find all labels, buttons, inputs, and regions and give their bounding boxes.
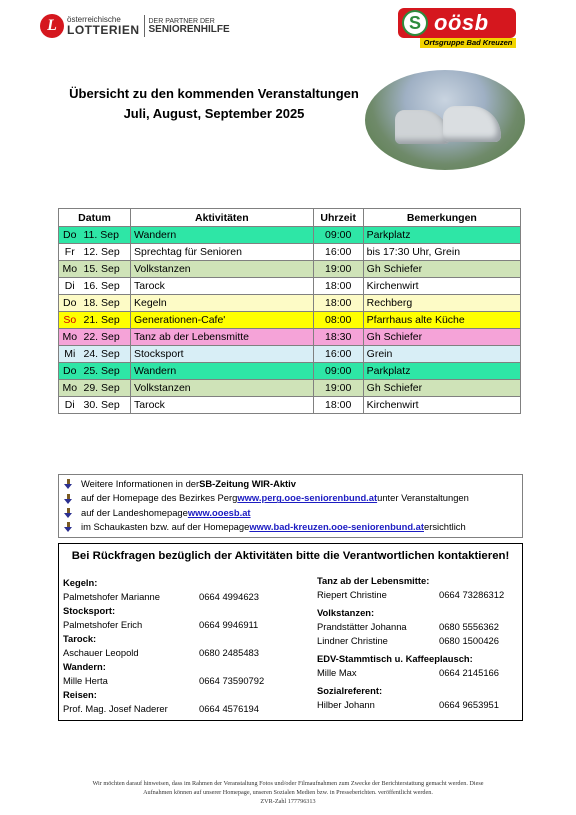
contact-category: Volkstanzen: bbox=[317, 607, 375, 618]
contact-phone: 0664 4994623 bbox=[199, 591, 259, 602]
contact-phone: 0680 2485483 bbox=[199, 647, 259, 658]
info-bold: SB-Zeitung WIR-Aktiv bbox=[199, 478, 296, 489]
contact-group bbox=[63, 604, 293, 632]
event-date: 30. Sep bbox=[81, 397, 131, 414]
table-row bbox=[59, 227, 521, 244]
arrow-down-icon bbox=[63, 494, 75, 504]
event-time: 08:00 bbox=[313, 312, 363, 329]
contact-person bbox=[317, 588, 522, 602]
logo-text: SENIORENHILFE bbox=[148, 23, 230, 35]
contact-category: Reisen: bbox=[63, 689, 97, 700]
event-activity: Stocksport bbox=[131, 346, 314, 363]
event-day: Do bbox=[59, 227, 81, 244]
contacts-box bbox=[58, 543, 523, 721]
contact-phone: 0680 5556362 bbox=[439, 621, 499, 632]
table-row bbox=[59, 397, 521, 414]
event-date: 12. Sep bbox=[81, 244, 131, 261]
info-text: im Schaukasten bzw. auf der Homepage bbox=[81, 521, 250, 533]
table-row bbox=[59, 261, 521, 278]
contact-group bbox=[63, 632, 293, 660]
event-day: Di bbox=[59, 278, 81, 295]
logo-text: oösb bbox=[434, 10, 489, 35]
event-day: So bbox=[59, 312, 81, 329]
arrow-down-icon bbox=[63, 522, 75, 532]
info-text: auf der Homepage des Bezirkes Perg bbox=[81, 492, 238, 504]
contact-phone: 0664 4576194 bbox=[199, 703, 259, 714]
event-activity: Volkstanzen bbox=[131, 261, 314, 278]
event-time: 19:00 bbox=[313, 261, 363, 278]
bad-kreuzen-homepage-link[interactable]: www.bad-kreuzen.ooe-seniorenbund.at bbox=[249, 521, 424, 533]
column-header: Aktivitäten bbox=[131, 209, 314, 227]
contact-category: Tanz ab der Lebensmitte: bbox=[317, 575, 430, 586]
event-remark: Kirchenwirt bbox=[363, 397, 520, 414]
title-line: Übersicht zu den kommenden Veranstaltungen bbox=[69, 86, 359, 101]
column-header: Uhrzeit bbox=[313, 209, 363, 227]
footer-line: Wir möchten darauf hinweisen, dass im Rahmen der Veranstaltung Fotos und/oder Filmaufnahmen zum Zwecke der Berichterstattung gemacht werden. Diese bbox=[92, 780, 484, 787]
event-time: 18:30 bbox=[313, 329, 363, 346]
contact-category: EDV-Stammtisch u. Kaffeeplausch: bbox=[317, 653, 473, 664]
event-day: Mo bbox=[59, 261, 81, 278]
contact-category: Tarock: bbox=[63, 633, 97, 644]
contact-name: Prof. Mag. Josef Naderer bbox=[63, 703, 168, 714]
contact-person bbox=[317, 698, 522, 712]
contact-person bbox=[63, 590, 293, 604]
perg-homepage-link[interactable]: www.perg.ooe-seniorenbund.at bbox=[237, 492, 378, 504]
event-remark: Kirchenwirt bbox=[363, 278, 520, 295]
logo-divider bbox=[144, 15, 145, 37]
event-day: Mi bbox=[59, 346, 81, 363]
table-row bbox=[59, 380, 521, 397]
contacts-right-column bbox=[317, 574, 522, 716]
event-day: Do bbox=[59, 295, 81, 312]
shoe-image bbox=[443, 106, 501, 142]
shoes-photo bbox=[365, 70, 525, 170]
contact-person bbox=[63, 702, 293, 716]
info-text: Weitere Informationen in der bbox=[81, 478, 200, 489]
info-line bbox=[63, 506, 518, 520]
event-time: 16:00 bbox=[313, 346, 363, 363]
contact-name: Mille Max bbox=[317, 667, 357, 678]
event-remark: Pfarrhaus alte Küche bbox=[363, 312, 520, 329]
contact-name: Hilber Johann bbox=[317, 699, 375, 710]
event-date: 24. Sep bbox=[81, 346, 131, 363]
info-line bbox=[63, 520, 518, 534]
logo-text: DER PARTNER DER bbox=[148, 17, 215, 25]
title-line: Juli, August, September 2025 bbox=[123, 106, 305, 121]
event-date: 16. Sep bbox=[81, 278, 131, 295]
event-remark: Gh Schiefer bbox=[363, 261, 520, 278]
event-time: 19:00 bbox=[313, 380, 363, 397]
table-row bbox=[59, 278, 521, 295]
table-row bbox=[59, 244, 521, 261]
footer-line: ZVR-Zahl 177796313 bbox=[260, 798, 316, 805]
contact-phone: 0664 2145166 bbox=[439, 667, 499, 678]
event-activity: Kegeln bbox=[131, 295, 314, 312]
oesb-s-icon: S bbox=[402, 10, 428, 36]
contact-name: Mille Herta bbox=[63, 675, 108, 686]
event-remark: Gh Schiefer bbox=[363, 329, 520, 346]
event-date: 21. Sep bbox=[81, 312, 131, 329]
logo-text: LOTTERIEN bbox=[67, 23, 140, 37]
oesb-logo bbox=[398, 8, 516, 48]
contact-person bbox=[63, 646, 293, 660]
contact-group bbox=[63, 688, 293, 716]
info-box bbox=[58, 474, 523, 538]
event-remark: Gh Schiefer bbox=[363, 380, 520, 397]
contact-name: Aschauer Leopold bbox=[63, 647, 139, 658]
event-remark: Parkplatz bbox=[363, 227, 520, 244]
event-day: Di bbox=[59, 397, 81, 414]
event-date: 29. Sep bbox=[81, 380, 131, 397]
table-header-row bbox=[59, 209, 521, 227]
shoe-image bbox=[395, 110, 450, 144]
event-day: Do bbox=[59, 363, 81, 380]
info-line bbox=[63, 477, 518, 491]
event-remark: Grein bbox=[363, 346, 520, 363]
logo-subtitle: Ortsgruppe Bad Kreuzen bbox=[420, 38, 516, 48]
event-time: 18:00 bbox=[313, 295, 363, 312]
event-activity: Tarock bbox=[131, 397, 314, 414]
event-activity: Wandern bbox=[131, 227, 314, 244]
contact-group bbox=[317, 652, 522, 680]
table-row bbox=[59, 295, 521, 312]
contact-phone: 0664 9946911 bbox=[199, 619, 259, 630]
contact-group bbox=[63, 660, 293, 688]
logo-text: österreichische bbox=[67, 15, 121, 24]
page-title bbox=[54, 84, 374, 124]
contact-person bbox=[63, 674, 293, 688]
event-date: 22. Sep bbox=[81, 329, 131, 346]
info-text: ersichtlich bbox=[424, 521, 466, 533]
event-activity: Tanz ab der Lebensmitte bbox=[131, 329, 314, 346]
contact-person bbox=[317, 666, 522, 680]
contact-phone: 0664 73590792 bbox=[199, 675, 265, 686]
event-date: 25. Sep bbox=[81, 363, 131, 380]
ooesb-homepage-link[interactable]: www.ooesb.at bbox=[187, 506, 251, 518]
event-date: 18. Sep bbox=[81, 295, 131, 312]
contact-category: Sozialreferent: bbox=[317, 685, 383, 696]
arrow-down-icon bbox=[63, 479, 75, 489]
contact-name: Palmetshofer Erich bbox=[63, 619, 143, 630]
table-row bbox=[59, 329, 521, 346]
contact-name: Riepert Christine bbox=[317, 589, 387, 600]
contact-person bbox=[317, 620, 522, 634]
table-row bbox=[59, 346, 521, 363]
lotterien-badge-icon: L bbox=[40, 14, 64, 38]
event-remark: Parkplatz bbox=[363, 363, 520, 380]
contact-category: Kegeln: bbox=[63, 577, 98, 588]
contact-group bbox=[317, 574, 522, 602]
event-activity: Wandern bbox=[131, 363, 314, 380]
column-header: Bemerkungen bbox=[363, 209, 520, 227]
event-day: Fr bbox=[59, 244, 81, 261]
contact-phone: 0680 1500426 bbox=[439, 635, 499, 646]
event-activity: Volkstanzen bbox=[131, 380, 314, 397]
table-row bbox=[59, 312, 521, 329]
contact-name: Prandstätter Johanna bbox=[317, 621, 407, 632]
event-time: 09:00 bbox=[313, 363, 363, 380]
contact-phone: 0664 73286312 bbox=[439, 589, 505, 600]
event-time: 18:00 bbox=[313, 397, 363, 414]
contact-phone: 0664 9653951 bbox=[439, 699, 499, 710]
arrow-down-icon bbox=[63, 508, 75, 518]
event-remark: Rechberg bbox=[363, 295, 520, 312]
footer-line: Aufnahmen können auf unserer Homepage, unseren Sozialen Medien bzw. in Presseberichten. veröffentlicht werden. bbox=[143, 789, 433, 796]
contact-category: Stocksport: bbox=[63, 605, 116, 616]
event-activity: Tarock bbox=[131, 278, 314, 295]
event-day: Mo bbox=[59, 380, 81, 397]
info-line bbox=[63, 491, 518, 505]
contacts-heading: Bei Rückfragen bezüglich der Aktivitäten bitte die Verantwortlichen kontaktieren! bbox=[71, 550, 510, 562]
info-text: auf der Landeshomepage bbox=[81, 506, 188, 518]
event-time: 09:00 bbox=[313, 227, 363, 244]
event-time: 16:00 bbox=[313, 244, 363, 261]
info-text: unter Veranstaltungen bbox=[377, 492, 469, 504]
event-remark: bis 17:30 Uhr, Grein bbox=[363, 244, 520, 261]
contact-name: Lindner Christine bbox=[317, 635, 388, 646]
contact-person bbox=[63, 618, 293, 632]
contact-person bbox=[317, 634, 522, 648]
contacts-left-column bbox=[63, 576, 293, 716]
contact-group bbox=[317, 606, 522, 648]
lotterien-logo bbox=[40, 12, 230, 40]
event-day: Mo bbox=[59, 329, 81, 346]
event-time: 18:00 bbox=[313, 278, 363, 295]
contact-category: Wandern: bbox=[63, 661, 106, 672]
event-date: 15. Sep bbox=[81, 261, 131, 278]
footer-disclaimer bbox=[40, 779, 536, 806]
contact-group bbox=[317, 684, 522, 712]
table-row bbox=[59, 363, 521, 380]
event-activity: Sprechtag für Senioren bbox=[131, 244, 314, 261]
event-date: 11. Sep bbox=[81, 227, 131, 244]
event-activity: Generationen-Cafe' bbox=[131, 312, 314, 329]
events-table bbox=[58, 208, 521, 414]
contact-group bbox=[63, 576, 293, 604]
column-header: Datum bbox=[59, 209, 131, 227]
contact-name: Palmetshofer Marianne bbox=[63, 591, 160, 602]
